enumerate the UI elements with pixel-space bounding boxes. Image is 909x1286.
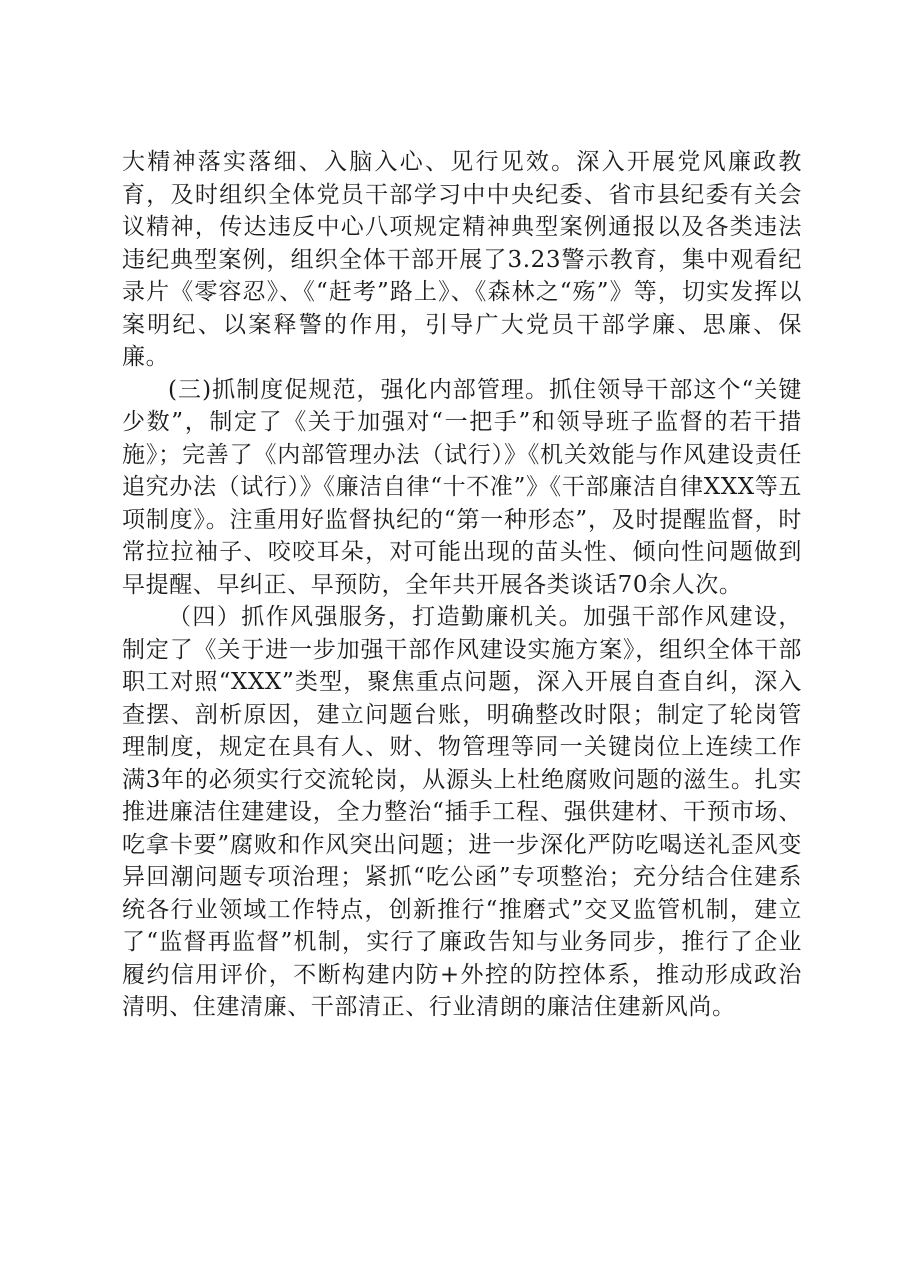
paragraph-section-three: (三)抓制度促规范，强化内部管理。抓住领导干部这个“关键少数”，制定了《关于加强对“一把手”和领导班子监督的若干措施》；完善了《内部管理办法（试行）》《机关效能与作风建设责任追究办法（试行）》《廉洁自律“十不准”》《干部廉洁自律XXX等五项制度》。注重用好监督执纪的“第一种形态”，及时提醒监督，时常拉拉袖子、咬咬耳朵，对可能出现的苗头性、倾向性问题做到早提醒、早纠正、早预防，全年共开展各类谈话70余人次。 xyxy=(122,376,802,598)
document-body xyxy=(122,146,802,1024)
paragraph-section-four: （四）抓作风强服务，打造勤廉机关。加强干部作风建设，制定了《关于进一步加强干部作风建设实施方案》，组织全体干部职工对照“XXX”类型，聚焦重点问题，深入开展自查自纠，深入查摆、剖析原因，建立问题台账，明确整改时限；制定了轮岗管理制度，规定在具有人、财、物管理等同一关键岗位上连续工作满3年的必须实行交流轮岗，从源头上杜绝腐败问题的滋生。扎实推进廉洁住建建设，全力整治“插手工程、强供建材、干预市场、吃拿卡要”腐败和作风突出问题；进一步深化严防吃喝送礼歪风变异回潮问题专项治理；紧抓“吃公函”专项整治；充分结合住建系统各行业领域工作特点，创新推行“推磨式”交叉监管机制，建立了“监督再监督”机制，实行了廉政告知与业务同步，推行了企业履约信用评价，不断构建内防+外控的防控体系，推动形成政治清明、住建清廉、干部清正、行业清朗的廉洁住建新风尚。 xyxy=(122,604,802,1020)
paragraph-continuation: 大精神落实落细、入脑入心、见行见效。深入开展党风廉政教育，及时组织全体党员干部学习中中央纪委、省市县纪委有关会议精神，传达违反中心八项规定精神典型案例通报以及各类违法违纪典型案例，组织全体干部开展了3.23警示教育，集中观看纪录片《零容忍》、《“赶考”路上》、《森林之“殇”》等，切实发挥以案明纪、以案释警的作用，引导广大党员干部学廉、思廉、保廉。 xyxy=(122,149,802,370)
